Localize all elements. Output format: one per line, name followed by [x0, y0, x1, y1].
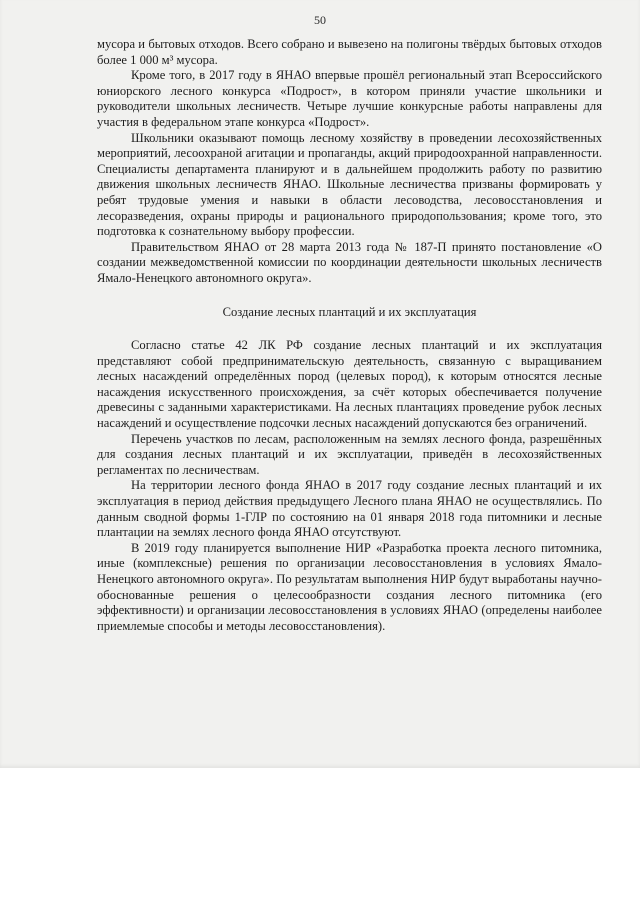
page-number: 50: [314, 13, 326, 27]
paragraph: Школьники оказывают помощь лесному хозяйству в проведении лесохозяйственных мероприятий, лесоохраной агитации и пропаганды, акций природоохранной направленности. Специалисты департамента планируют и в дальнейшем продолжить работу по развитию движения школьных лесничеств ЯНАО. Школьные лесничества призваны формировать у ребят трудовые умения и навыки в области лесоводства, лесовосстановления и лесоразведения, охраны природы и рационального природопользования; кроме того, это подготовка к сознательному выбору профессии.: [97, 130, 602, 239]
paragraph: Кроме того, в 2017 году в ЯНАО впервые прошёл региональный этап Всероссийского юниорского лесного конкурса «Подрост», в котором приняли участие школьники и руководители школьных лесничеств. Четыре лучшие конкурсные работы направлены для участия в федеральном этапе конкурса «Подрост».: [97, 68, 602, 129]
section-title: Создание лесных плантаций и их эксплуатация: [222, 304, 477, 319]
paragraph: Перечень участков по лесам, расположенным на землях лесного фонда, разрешённых для создания лесных плантаций и их эксплуатации, приведён в лесохозяйственных регламентах по лесничествам.: [97, 431, 602, 477]
paragraph: На территории лесного фонда ЯНАО в 2017 году создание лесных плантаций и их эксплуатация в период действия предыдущего Лесного плана ЯНАО не осуществлялись. По данным сводной формы 1-ГЛР по состоянию на 01 января 2018 года питомники и лесные плантации на землях лесного фонда ЯНАО отсутствуют.: [97, 478, 602, 540]
document-body: [97, 37, 602, 634]
paragraph-continuation: мусора и бытовых отходов. Всего собрано и вывезено на полигоны твёрдых бытовых отходов более 1 000 м³ мусора.: [97, 37, 602, 67]
paragraph: В 2019 году планируется выполнение НИР «Разработка проекта лесного питомника, иные (комплексные) решения по организации лесовосстановления в условиях Ямало-Ненецкого автономного округа». По результатам выполнения НИР будут выработаны научно-обоснованные решения о целесообразности создания лесного питомника (его эффективности) и организации лесовосстановления в условиях ЯНАО (определены наиболее приемлемые способы и методы лесовосстановления).: [97, 540, 602, 633]
paragraph: Согласно статье 42 ЛК РФ создание лесных плантаций и их эксплуатация представляют собой предпринимательскую деятельность, связанную с выращиванием лесных насаждений определённых пород (целевых пород), к которым относятся лесные насаждения искусственного происхождения, за счёт которых обеспечивается получение древесины с заданными характеристиками. На лесных плантациях проведение рубок лесных насаждений и осуществление подсочки лесных насаждений допускаются без ограничений.: [97, 338, 602, 431]
paragraph: Правительством ЯНАО от 28 марта 2013 года № 187-П принято постановление «О создании межведомственной комиссии по координации деятельности школьных лесничеств Ямало-Ненецкого автономного округа».: [97, 239, 602, 285]
